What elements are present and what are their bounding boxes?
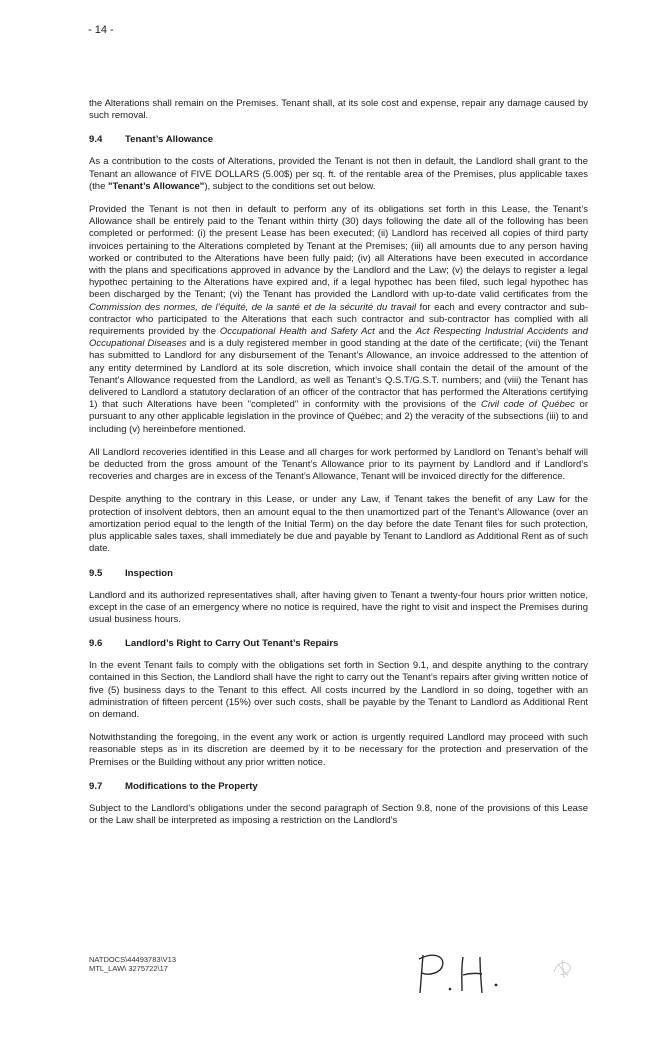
text-segment: Subject to the Landlord’s obligations under the second paragraph of Section 9.8, none of the provisions of this Lease or the Law shall be interpreted as imposing a restriction on the Landlord’s	[89, 802, 588, 826]
section-heading	[89, 638, 588, 650]
section-heading	[89, 568, 588, 580]
section-heading	[89, 134, 588, 146]
text-segment: or pursuant to any other applicable legislation in the province of Québec; and 2) the veracity of the subsections (iii) to and including (v) hereinbefore mentioned.	[89, 399, 588, 435]
section-number: 9.5	[89, 567, 103, 579]
document-body	[89, 98, 588, 838]
text-segment: Commission des normes, de l’équité, de la santé et de la sécurité du travail	[89, 301, 417, 313]
text-segment: As a contribution to the costs of Alterations, provided the Tenant is not then in default, the Landlord shall grant to the Tenant an allowance of FIVE DOLLARS (5.00$) per sq. ft. of the rentable area of the Premises, plus applicable taxes (the	[89, 156, 588, 192]
text-segment: the Alterations shall remain on the Premises. Tenant shall, at its sole cost and expense, repair any damage caused by such removal.	[89, 98, 588, 122]
text-segment: Notwithstanding the foregoing, in the event any work or action is urgently required Landlord may proceed with such reasonable steps as in its discretion are deemed by it to be necessary for the protection and preservation of the Premises or the Building without any prior written notice.	[89, 732, 588, 768]
handwritten-initials	[410, 945, 520, 1010]
paragraph	[89, 494, 588, 555]
section-title: Inspection	[125, 567, 173, 579]
section-number: 9.7	[89, 780, 103, 792]
text-segment: Occupational Health and Safety Act	[219, 326, 375, 338]
section-heading	[89, 781, 588, 793]
text-segment: Provided the Tenant is not then in default to perform any of its obligations set forth in this Lease, the Tenant’s Allowance shall be entirely paid to the Tenant within thirty (30) days following the date all of the following has been completed or performed: (i) the present Lease has been executed; (ii) Landlord has received all copies of third party invoices pertaining to the Alterations completed by Tenant at the Premises; (iii) all amounts due to any person having worked or contributed to the Alterations have been fully paid; (iv) all Alterations have been executed in accordance with the plans and specifications approved in advance by the Landlord and the Law; (v) the delays to register a legal hypothec pertaining to the Alterations have expired and, if a legal hypothec has been filed, such legal hypothec has been discharged by the Tenant; (vi) the Tenant has provided the Landlord with up-to-date valid certificates from the	[89, 204, 588, 301]
text-segment: Despite anything to the contrary in this Lease, or under any Law, if Tenant takes the benefit of any Law for the protection of insolvent debtors, then an amount equal to the then unamortized part of the Tenant’s Allowance (over an amortization period equal to the length of the Initial Term) on the day before the date Tenant files for such protection, plus applicable sales taxes, shall immediately be due and payable by Tenant to Landlord as Additional Rent as of such date.	[89, 494, 588, 555]
text-segment: "Tenant’s Allowance"	[108, 180, 205, 192]
text-segment: All Landlord recoveries identified in this Lease and all charges for work performed by Landlord on Tenant’s behalf will be deducted from the gross amount of the Tenant’s Allowance prior to its payment by Landlord and if Landlord’s recoveries and charges are in excess of the Tenant’s Allowance, Tenant will be invoiced directly for the difference.	[89, 446, 588, 483]
text-segment: ), subject to the conditions set out below.	[204, 180, 376, 192]
page-number: - 14 -	[88, 24, 114, 36]
text-segment: for each and every contractor and sub-contractor who participated to the Alterations that each such contractor and sub-contractor has complied with all requirements provided by the	[89, 301, 588, 338]
paragraph	[89, 803, 588, 827]
paragraph	[89, 98, 588, 122]
section-title: Landlord’s Right to Carry Out Tenant’s Repairs	[125, 638, 339, 650]
paragraph	[89, 590, 588, 627]
text-segment: Civil code of Québec	[481, 399, 575, 411]
section-title: Tenant’s Allowance	[125, 134, 214, 146]
paragraph	[89, 204, 588, 436]
text-segment: Act Respecting Industrial Accidents and Occupational Diseases	[89, 326, 588, 350]
document-reference-line: NATDOCS\44493783\V13	[89, 955, 176, 964]
text-segment: Landlord and its authorized representatives shall, after having given to Tenant a twenty-four hours prior written notice, except in the case of an emergency where no notice is required, have the right to visit and inspect the Premises during usual business hours.	[89, 589, 588, 625]
paragraph	[89, 156, 588, 193]
section-number: 9.4	[89, 134, 103, 146]
text-segment: and the	[374, 326, 416, 338]
document-reference-line: MTL_LAW\ 3275722\17	[89, 964, 168, 973]
text-segment: and is a duly registered member in good standing at the date of the certificate; (vii) the Tenant has submitted to Landlord for any disbursement of the Tenant’s Allowance, an invoice addressed to the attention of any entity determined by Landlord at its sole discretion, which invoice shall contain the detail of the amount of the Tenant’s Allowance requested from the Landlord, as well as Tenant’s Q.S.T/G.S.T. numbers; and (viii) the Tenant has delivered to Landlord a statutory declaration of an officer of the contractor that has performed the Alterations certifying 1) that such Alterations have been "completed" in conformity with the provisions of the	[89, 338, 589, 411]
text-segment: In the event Tenant fails to comply with the obligations set forth in Section 9.1, and despite anything to the contrary contained in this Section, the Landlord shall have the right to carry out the Tenant’s repairs after giving written notice of five (5) business days to the Tenant to this effect. All costs incurred by the Landlord in so doing, together with an administration of fifteen percent (15%) over such costs, shall be payable by the Tenant to Landlord as Additional Rent on demand.	[89, 660, 588, 720]
faint-stamp-mark	[548, 952, 578, 987]
document-reference	[89, 955, 176, 973]
section-number: 9.6	[89, 638, 103, 650]
paragraph	[89, 447, 588, 484]
section-title: Modifications to the Property	[125, 780, 258, 792]
paragraph	[89, 660, 588, 721]
paragraph	[89, 732, 588, 769]
